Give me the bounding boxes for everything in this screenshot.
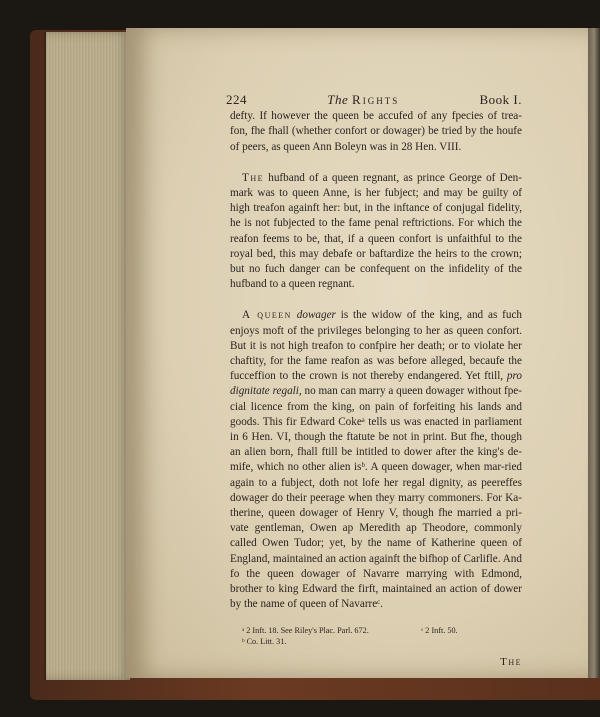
paragraph-3-italic: dowager xyxy=(296,309,336,322)
paragraph-2 xyxy=(230,171,522,293)
paragraph-3-text-b: no man can marry a queen dowager without fpe-cial licence from the king, on pain of forfeiting his lands and goods. This fir Edward Cokeᵃ tells us was enacted in parliament in 6 Hen. VI, though the ftatute be not in print. But fhe, though an alien born, fhall ftill be intitled to dower after the king's de-mife, which no other alien isᵇ. A queen dowager, when mar-ried again to a fubject, doth not lofe her regal dignity, as peereffes dowager do their peerage when they marry commoners. For Ka-therine, queen dowager of Henry V, though fhe married a pri-vate gentleman, Owen ap Meredith ap Theodore, commonly called Owen Tudor; yet, by the name of Katherine queen of England, maintained an action againft the bifhop of Carlifle. And fo the queen dowager of Navarre marrying with Edmond, brother to king Edward the firft, maintained an action of dower by the name of queen of Navarreᶜ. xyxy=(230,385,522,611)
footnote-b: ᵇ Co. Litt. 31. xyxy=(242,636,287,646)
page-edges xyxy=(44,32,130,680)
paragraph-2-text: hufband of a queen regnant, as prince George of Den-mark was to queen Anne, is her fubject; and may be guilty of high treafon againft her: but, in the inftance of conjugal fidelity, he is not fubjected to the fame penal reftrictions. For which the reafon feems to be, that, if a queen confort is unfaithful to the royal bed, this may debafe or baftardize the heirs to the crown; but no fuch danger can be confequent on the infidelity of the hufband to a queen regnant. xyxy=(230,171,522,291)
page-right-edge xyxy=(588,28,600,678)
paragraph-3 xyxy=(230,308,522,612)
footnotes xyxy=(230,625,492,647)
paragraph-3-italic-2: pro dignitate regali, xyxy=(230,370,522,398)
footnote-c: ᶜ 2 Inft. 50. xyxy=(421,625,458,635)
footnote-a: ᵃ 2 Inft. 18. See Riley's Plac. Parl. 672. xyxy=(242,625,369,635)
paragraph-3-text-a: is the widow of the king, and as fuch enjoys moft of the privileges belonging to her as queen confort. But it is not high treafon to confpire her death; or to violate her chaftity, for the fame reafon as was before alleged, becaufe the fucceffion to the crown is not thereby endangered. Yet ftill, xyxy=(230,309,523,383)
paragraph-2-lead: The xyxy=(242,171,264,184)
page-number: 224 xyxy=(226,92,247,107)
text-block xyxy=(226,92,523,670)
book-label: Book I. xyxy=(479,92,522,107)
paragraph-1: defty. If however the queen be accufed of any fpecies of trea-fon, fhe fhall (whether confort or dowager) be tried by the houfe of peers, as queen Ann Boleyn was in 28 Hen. VIII. xyxy=(230,110,522,153)
running-header xyxy=(226,92,522,107)
running-title-main: Rights xyxy=(352,92,400,107)
running-title xyxy=(327,92,399,107)
catchword: The xyxy=(500,655,522,668)
paragraph-3-lead: A queen xyxy=(242,309,292,322)
running-title-prefix: The xyxy=(327,92,349,107)
